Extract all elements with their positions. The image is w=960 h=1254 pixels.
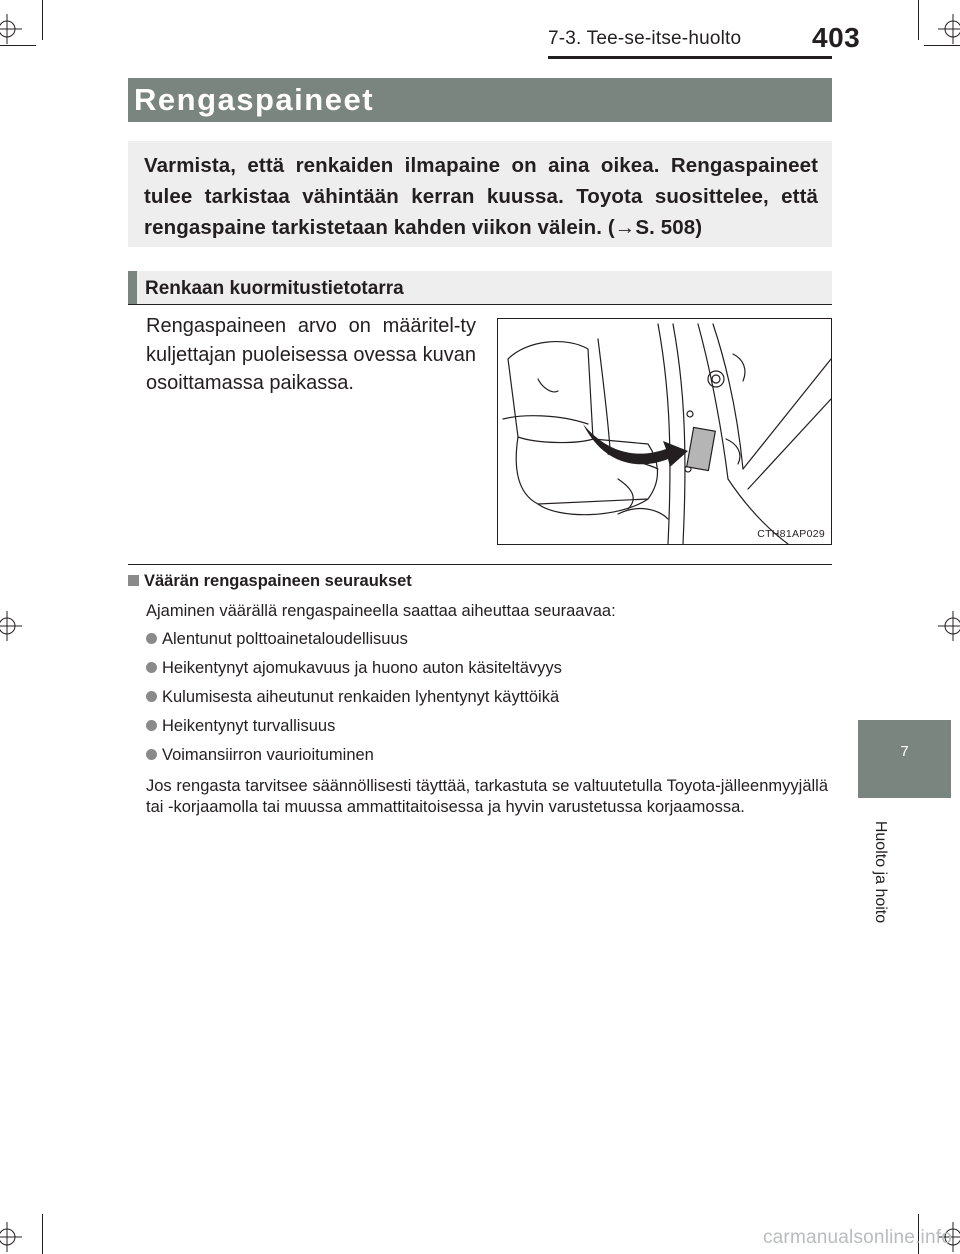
square-bullet-icon [128, 575, 139, 586]
list-item: Alentunut polttoainetaloudellisuus [146, 630, 408, 649]
intro-box: Varmista, että renkaiden ilmapaine on aina oikea. Rengaspaineet tulee tarkistaa vähintään kerran kuussa. Toyota suosittelee, että rengaspaine tarkistetaan kahden viikon välein. (→S. 508) [128, 141, 832, 247]
crop-mark-mid-right [938, 611, 960, 641]
chapter-label: Huolto ja hoito [872, 820, 889, 924]
crop-mark-top-left [0, 14, 22, 44]
page-number: 403 [812, 22, 861, 53]
section-header: 7-3. Tee-se-itse-huolto [548, 28, 742, 49]
trim-line [0, 45, 36, 46]
list-item: Heikentynyt ajomukavuus ja huono auton käsiteltävyys [146, 659, 562, 678]
list-item: Heikentynyt turvallisuus [146, 717, 335, 736]
tire-label-sticker [687, 427, 716, 470]
crop-mark-mid-left [0, 611, 22, 641]
trim-line [924, 45, 960, 46]
chapter-number: 7 [900, 743, 909, 760]
trim-line [42, 0, 43, 40]
consequences-heading-text: Väärän rengaspaineen seuraukset [144, 572, 412, 590]
watermark: carmanualsonline.info [762, 1227, 952, 1248]
bullet-icon [146, 662, 157, 673]
subsection-heading: Renkaan kuormitustietotarra [128, 271, 832, 305]
trim-line [42, 1214, 43, 1254]
bullet-icon [146, 691, 157, 702]
subsection-rule [128, 304, 832, 305]
chapter-tab [858, 720, 951, 798]
bullet-icon [146, 720, 157, 731]
crop-mark-top-right [938, 14, 960, 44]
subsection-text: Rengaspaineen arvo on määritel-ty kuljettajan puoleisessa ovessa kuvan osoittamassa paikassa. [146, 315, 476, 394]
list-item: Voimansiirron vaurioituminen [146, 746, 374, 765]
trim-line [918, 0, 919, 40]
arrow-icon [583, 424, 688, 467]
header-rule [548, 56, 832, 59]
bullet-icon [146, 749, 157, 760]
consequences-lead: Ajaminen väärällä rengaspaineella saattaa aiheuttaa seuraavaa: [146, 602, 616, 620]
list-item: Kulumisesta aiheutunut renkaiden lyhentynyt käyttöikä [146, 688, 559, 707]
consequences-heading [128, 572, 412, 591]
bullet-icon [146, 633, 157, 644]
door-label-illustration [497, 318, 832, 545]
section-rule [128, 564, 832, 565]
figure-code: CTH81AP029 [757, 528, 825, 540]
consequences-closing: Jos rengasta tarvitsee säännöllisesti täyttää, tarkastuta se valtuutetulla Toyota-jälleenmyyjällä tai -korjaamolla tai muussa ammattitaitoisessa ja hyvin varustetussa korjaamossa. [146, 777, 828, 816]
crop-mark-bottom-left [0, 1222, 22, 1252]
car-door-sketch [498, 319, 831, 544]
page-title: Rengaspaineet [128, 78, 832, 122]
